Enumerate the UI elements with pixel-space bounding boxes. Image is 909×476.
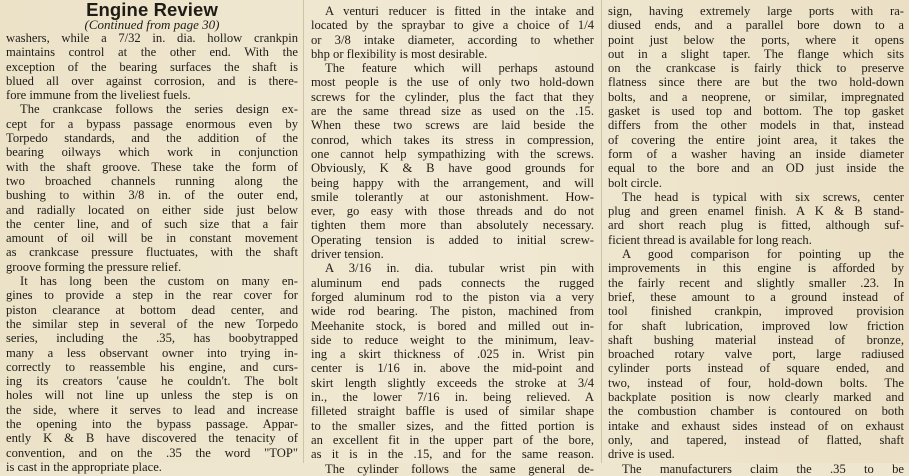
text-line: the opening into the bypass passage. Appar-	[6, 417, 298, 432]
text-line: A good comparison for pointing up the	[622, 247, 904, 262]
text-line: flatness since there are but the two hold-down	[608, 75, 904, 90]
text-line: for shaft lubrication, improved low friction	[608, 318, 904, 333]
text-line: filleted straight baffle is used of similar shape	[311, 404, 594, 419]
article-column-2	[311, 0, 594, 476]
column-2-text	[311, 4, 594, 476]
text-line: cylinder ports instead of square ended, and	[608, 361, 904, 376]
text-line: in., the lower 7/16 in. being relieved. A	[311, 390, 594, 405]
text-line: The manufacturers claim the .35 to be	[622, 461, 904, 476]
text-line: shaft bushing material instead of bronze,	[608, 332, 904, 347]
column-divider	[303, 0, 304, 463]
text-line: tool finished crankpin, improved provision	[608, 304, 904, 319]
article-column-3	[608, 0, 904, 476]
text-line: as it is in the .15, and for the same reason.	[311, 447, 594, 462]
text-line: to the smaller sizes, and the fitted portion is	[311, 418, 594, 433]
text-line: an excellent fit in the upper part of the bore,	[311, 432, 594, 447]
text-line: screws for the cylinder, plus the fact that they	[311, 89, 594, 104]
text-line: backplate position is now clearly marked and	[608, 390, 904, 405]
text-line: Obviously, K & B have good grounds for	[311, 161, 594, 176]
text-line: intake and exhaust sides instead of on exhaust	[608, 418, 904, 433]
text-line: ever, go easy with those threads and do not	[311, 204, 594, 219]
text-line: series, including the .35, has boobytrapped	[6, 331, 298, 346]
column-divider	[601, 0, 602, 463]
text-line: fore immune from the liveliest fuels.	[6, 88, 191, 103]
text-line: differs from the other models in that, instead	[608, 118, 904, 133]
text-line: side to reduce weight to the minimum, leav-	[311, 332, 594, 347]
text-line: bolt circle.	[608, 175, 662, 190]
text-line: drive is used.	[608, 447, 675, 462]
text-line: equal to the bore and an OD just inside the	[608, 161, 904, 176]
text-line: plug and green enamel finish. A K & B stand-	[608, 204, 904, 219]
text-line: groove forming the pressure relief.	[6, 259, 182, 274]
text-line: Torpedo standards, and the addition of the	[6, 131, 298, 146]
text-line: amount of oil will be in constant movement	[6, 231, 298, 246]
text-line: located by the spraybar to give a choice of 1/4	[311, 18, 594, 33]
text-line: exception of the bearing surfaces the shaft is	[6, 59, 298, 74]
text-line: ficient thread is available for long reach.	[608, 232, 812, 247]
text-line: the combustion chamber is contoured on both	[608, 404, 904, 419]
text-line: of covering the entire joint area, it takes the	[608, 132, 904, 147]
text-line: holes will not line up unless the step is on	[6, 388, 298, 403]
text-line: Operating tension is added to initial screw-	[311, 232, 594, 247]
article-column-1	[6, 0, 298, 474]
text-line: When these two screws are laid beside the	[311, 118, 594, 133]
text-line: as crankcase pressure fluctuates, with the shaft	[6, 245, 298, 260]
text-line: broached rotary valve port, large radiused	[608, 347, 904, 362]
text-line: being happy with the arrangement, and will	[311, 175, 594, 190]
text-line: The cylinder follows the same general de-	[325, 461, 594, 476]
text-line: two broached channels running along the	[6, 173, 298, 188]
continued-note: (Continued from page 30)	[84, 17, 220, 32]
text-line: point just below the ports, where it opens	[608, 32, 904, 47]
text-line: wide rod bearing. The piston, machined from	[311, 304, 594, 319]
text-line: many a less observant owner into trying in-	[6, 345, 298, 360]
text-line: on the crankcase is fairly thick to preserve	[608, 61, 904, 76]
text-line: with the shaft groove. These take the form of	[6, 159, 298, 174]
text-line: gines to provide a step in the rear cover for	[6, 288, 298, 303]
text-line: conrod, which takes its stress in compression,	[311, 132, 594, 147]
text-line: the similar step in several of the new Torpedo	[6, 316, 298, 331]
text-line: bushing to within 3/8 in. of the outer end,	[6, 188, 298, 203]
text-line: one cannot help sympathizing with the screws.	[311, 146, 594, 161]
text-line: is cast in the appropriate place.	[6, 459, 162, 474]
column-1-text	[6, 31, 298, 474]
text-line: are the same thread size as used on the .15.	[311, 104, 594, 119]
text-line: maintains control at the other end. With the	[6, 45, 298, 60]
text-line: ard short reach plug is fitted, although suf-	[608, 218, 904, 233]
text-line: forged aluminum rod to the piston via a very	[311, 289, 594, 304]
text-line: bhp or flexibility is most desirable.	[311, 46, 488, 61]
text-line: The head is typical with six screws, center	[622, 189, 904, 204]
text-line: two, instead of four, hold-down bolts. The	[608, 375, 904, 390]
text-line: bearing oilways which work in conjunction	[6, 145, 298, 160]
text-line: The feature which will perhaps astound	[325, 61, 594, 76]
text-line: diused ends, and a parallel bore down to a	[608, 18, 904, 33]
text-line: brief, these amount to a ground instead of	[608, 289, 904, 304]
text-line: It has long been the custom on many en-	[20, 274, 298, 289]
text-line: skirt length slightly exceeds the stroke at 3/4	[311, 375, 594, 390]
text-line: ing a skirt thickness of .025 in. Wrist pin	[311, 347, 594, 362]
text-line: and radially located on either side just below	[6, 202, 298, 217]
text-line: sign, having extremely large ports with ra-	[608, 4, 904, 18]
text-line: cept for a bypass passage enormous even by	[6, 116, 298, 131]
text-line: blued all over against corrosion, and is there-	[6, 73, 298, 88]
text-line: form of a washer having an inside diameter	[608, 146, 904, 161]
text-line: bolts, and a neoprene, or similar, impregnated	[608, 89, 904, 104]
text-line: the side, where it serves to lead and increase	[6, 402, 298, 417]
text-line: the center line, and of such size that a fair	[6, 216, 298, 231]
text-line: only, and tapered, instead of flatted, shaft	[608, 432, 904, 447]
text-line: Meehanite stock, is bored and milled out in-	[311, 318, 594, 333]
text-line: A 3/16 in. dia. tubular wrist pin with	[325, 261, 594, 276]
text-line: or 3/8 intake diameter, according to whether	[311, 32, 594, 47]
text-line: correctly to reassemble his engine, and curs-	[6, 359, 298, 374]
text-line: center is 1/16 in. above the mid-point and	[311, 361, 594, 376]
text-line: convention, and on the .35 the word "TOP"	[6, 445, 298, 460]
text-line: A venturi reducer is fitted in the intake and	[325, 4, 594, 18]
article-title: Engine Review	[86, 0, 218, 20]
text-line: washers, while a 7/32 in. dia. hollow crankpin	[6, 31, 298, 45]
text-line: ently K & B have discovered the tenacity of	[6, 431, 298, 446]
text-line: driver tension.	[311, 247, 384, 262]
text-line: improvements in this engine is afforded by	[608, 261, 904, 276]
text-line: out in a slight taper. The flange which sits	[608, 46, 904, 61]
text-line: The crankcase follows the series design ex-	[20, 102, 298, 117]
text-line: ing its creators 'cause he couldn't. The bolt	[6, 374, 298, 389]
text-line: most people is the use of only two hold-down	[311, 75, 594, 90]
text-line: smile tolerantly at our astonishment. How-	[311, 189, 594, 204]
text-line: the fairly recent and slightly smaller .23. In	[608, 275, 904, 290]
text-line: aluminum end pads connects the rugged	[311, 275, 594, 290]
column-3-text	[608, 4, 904, 476]
text-line: gasket is used top and bottom. The top gasket	[608, 104, 904, 119]
text-line: tighten them more than absolutely necessary.	[311, 218, 594, 233]
text-line: piston clearance at bottom dead center, and	[6, 302, 298, 317]
